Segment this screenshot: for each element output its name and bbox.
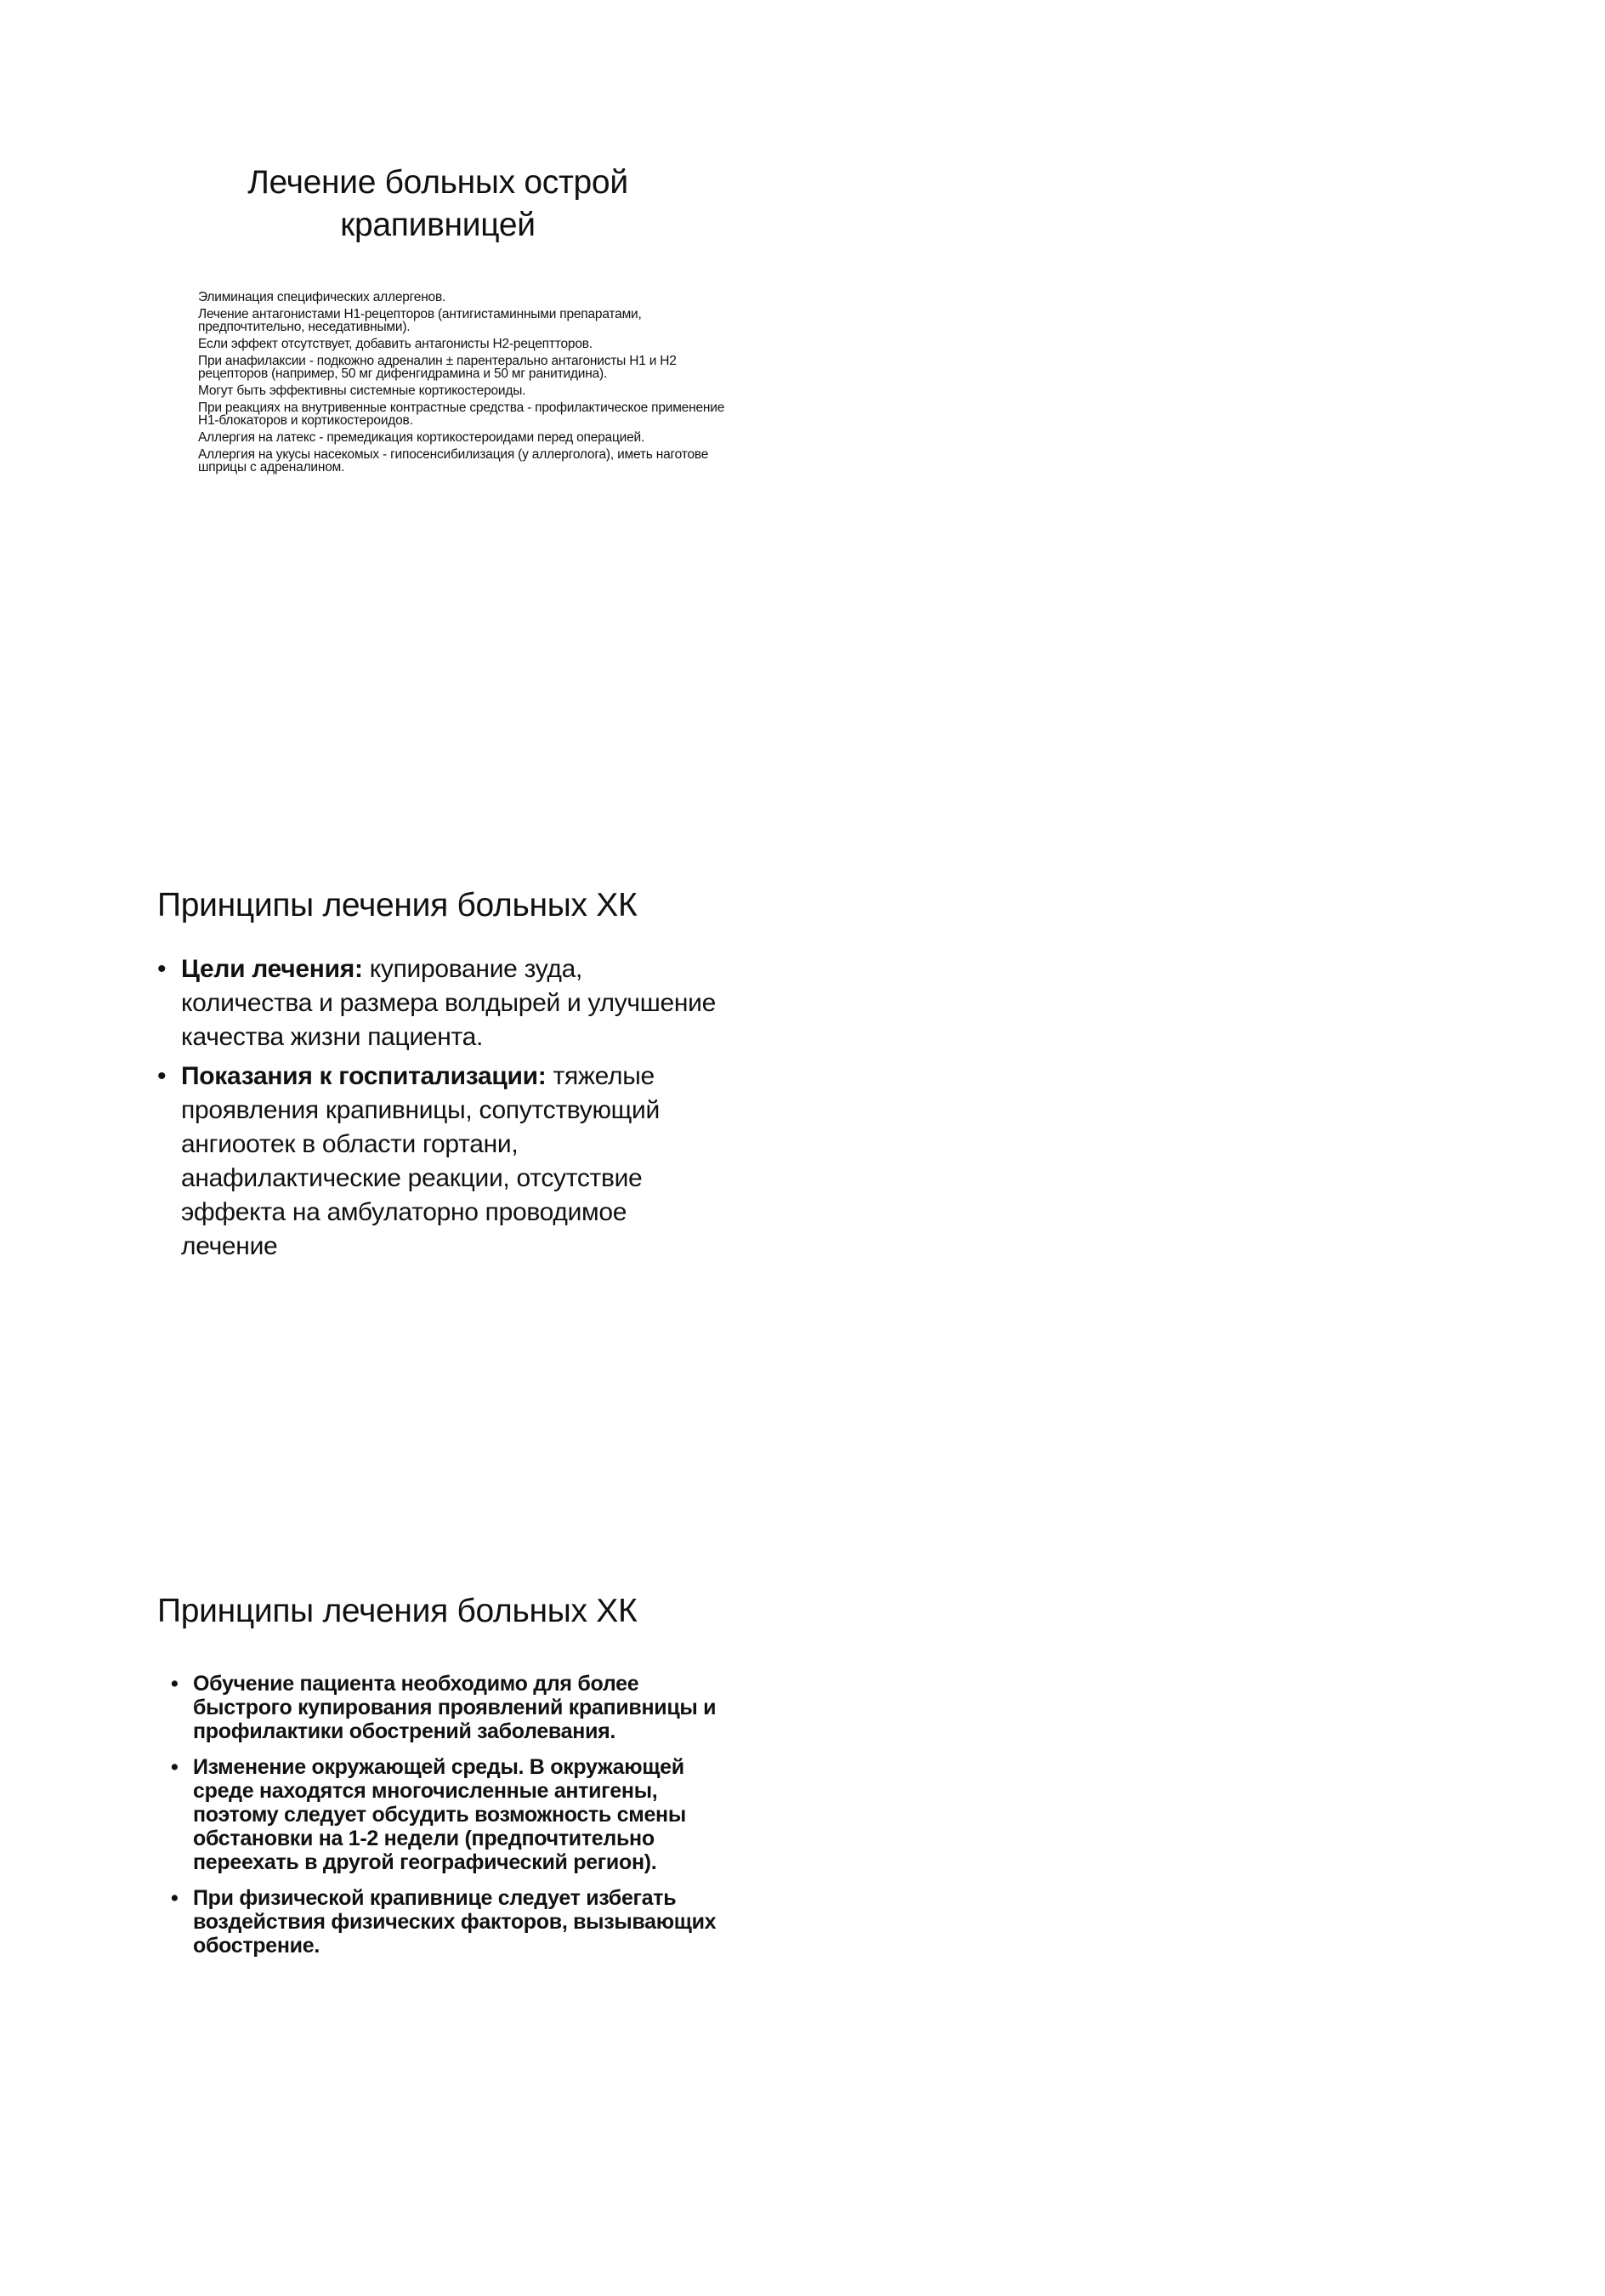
slide-chronic-principles-1: [157, 884, 752, 1269]
list-item: При реакциях на внутривенные контрастные средства - профилактическое применение Н1-блокаторов и кортикостероидов.: [198, 401, 725, 428]
bullet-text: Изменение окружающей среды. В окружающей среде находятся многочисленные антигены, поэтому следует обсудить возможность смены обстановки на 1-2 недели (предпочтительно переехать в другой географический регион).: [193, 1755, 686, 1874]
slide-title: Принципы лечения больных ХК: [157, 1593, 638, 1629]
slide-chronic-principles-2: [157, 1590, 752, 1969]
list-item: [157, 1060, 718, 1264]
list-item: Аллергия на латекс - премедикация кортикостероидами перед операцией.: [198, 430, 645, 445]
bullet-list: [171, 1672, 723, 1958]
bullet-icon: •: [157, 1062, 167, 1090]
title-line-1: Лечение больных острой: [247, 164, 628, 201]
list-item: [171, 1672, 723, 1743]
bullet-icon: •: [157, 955, 167, 983]
bullet-list: [157, 952, 718, 1264]
bullet-text: При физической крапивнице следует избегать воздействия физических факторов, вызывающих обострение.: [193, 1886, 717, 1958]
slide-title: [183, 162, 693, 247]
list-item: Лечение антагонистами Н1-рецепторов (антигистаминными препаратами, предпочтительно, неседативными).: [198, 307, 642, 334]
list-item: [157, 952, 718, 1054]
bullet-lead: Цели лечения:: [181, 955, 363, 983]
bullet-text: купирование зуда, количества и размера волдырей и улучшение качества жизни пациента.: [181, 955, 717, 1051]
bullet-icon: •: [171, 1886, 179, 1910]
list-item: Аллергия на укусы насекомых - гипосенсибилизация (у аллерголога), иметь наготове шприцы с адреналином.: [198, 447, 709, 475]
treatment-list: [198, 291, 742, 474]
slide-acute-urticaria: [183, 162, 778, 478]
title-line-2: крапивницей: [340, 207, 536, 243]
list-item: При анафилаксии - подкожно адреналин ± парентерально антагонисты Н1 и Н2 рецепторов (например, 50 мг дифенгидрамина и 50 мг ранитидина).: [198, 354, 677, 381]
list-item: [171, 1755, 723, 1874]
bullet-icon: •: [171, 1755, 179, 1779]
list-item: Элиминация специфических аллергенов.: [198, 290, 446, 304]
bullet-lead: Показания к госпитализации:: [181, 1062, 547, 1090]
bullet-icon: •: [171, 1672, 179, 1696]
bullet-text: Обучение пациента необходимо для более быстрого купирования проявлений крапивницы и профилактики обострений заболевания.: [193, 1672, 717, 1743]
list-item: [171, 1886, 723, 1958]
bullet-text: тяжелые проявления крапивницы, сопутствующий ангиоотек в области гортани, анафилактические реакции, отсутствие эффекта на амбулаторно проводимое лечение: [181, 1062, 660, 1260]
list-item: Могут быть эффективны системные кортикостероиды.: [198, 384, 526, 398]
slide-title: Принципы лечения больных ХК: [157, 887, 638, 924]
list-item: Если эффект отсутствует, добавить антагонисты Н2-рецептторов.: [198, 337, 593, 351]
